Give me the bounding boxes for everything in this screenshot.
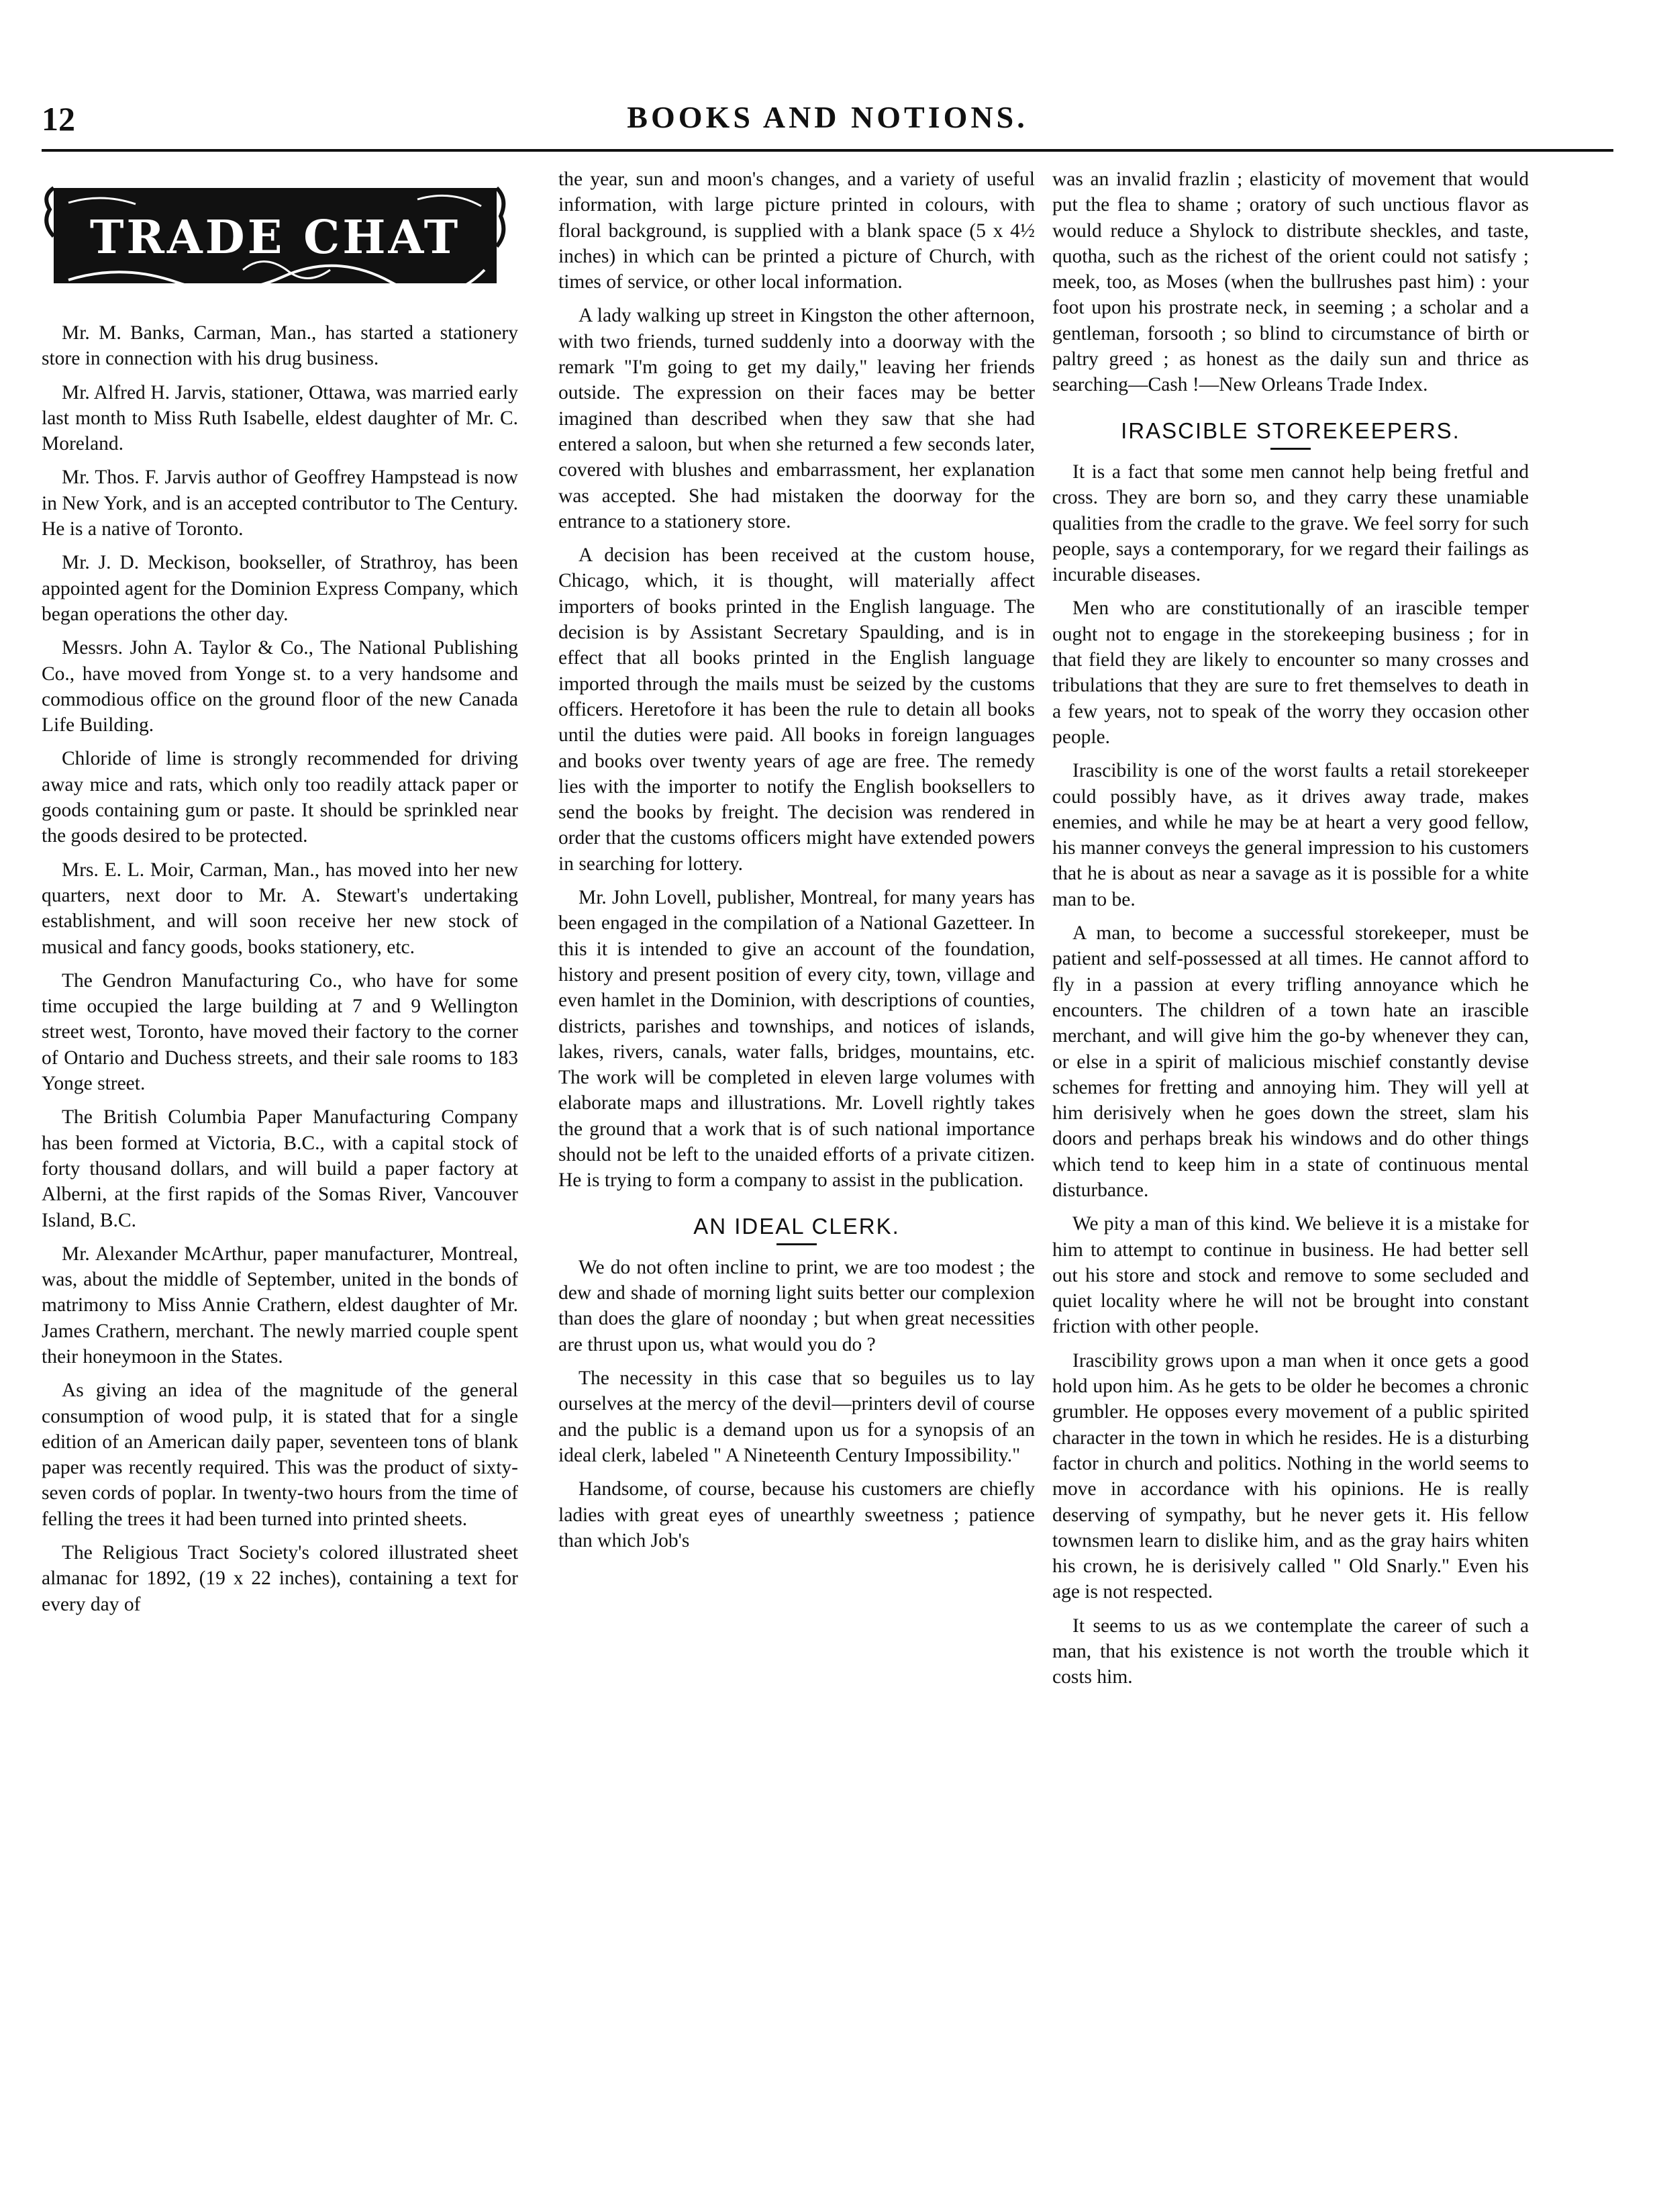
article-paragraph: A decision has been received at the custom house, Chicago, which, it is thought, will materially affect importers of books printed in the English language. The decision is by Assistant Secretary Spaulding, and is in effect that all books printed in the English language imported through the mails must be seized by the customs officers. Heretofore it has been the rule to detain all books until the duties were paid. All books in foreign languages and books over twenty years of age are free. The remedy lies with the importer to notify the English booksellers to send the books by freight. The decision was rendered in order that the customs officers might have extended powers in searching for lottery.	[558, 544, 1035, 875]
article-paragraph: Mrs. E. L. Moir, Carman, Man., has moved into her new quarters, next door to Mr. A. Stewart's undertaking establishment, and will soon receive her new stock of musical and fancy goods, books stationery, etc.	[42, 859, 518, 958]
article-paragraph: The necessity in this case that so beguiles us to lay ourselves at the mercy of the devil—printers devil of course and the public is a demand upon us for a synopsis of an ideal clerk, labeled " A Nineteenth Century Impossibility."	[558, 1367, 1035, 1466]
column-3-body-top	[1052, 166, 1529, 398]
article-paragraph: We pity a man of this kind. We believe it is a mistake for him to attempt to continue in business. He had better sell out his store and stock and remove to some secluded and quiet locality where he will not be brought into constant friction with other people.	[1052, 1213, 1529, 1338]
article-paragraph: A man, to become a successful storekeeper, must be patient and self-possessed at all times. He cannot afford to fly in a passion at every trifling annoyance which he encounters. The children of a town hate an irascible merchant, and will give him the go-by whenever they can, or else in a spirit of malicious mischief constantly devise schemes for fretting and annoying him. They will yell at him derisively when he goes down the street, slam his doors and perhaps break his windows and do other things which tend to keep him in a state of continuous mental disturbance.	[1052, 922, 1529, 1201]
trade-chat-banner	[42, 169, 508, 300]
page-number: 12	[42, 100, 75, 138]
article-paragraph: Mr. Thos. F. Jarvis author of Geoffrey Hampstead is now in New York, and is an accepted contributor to The Century. He is a native of Toronto.	[42, 467, 518, 540]
column-3-body-bottom	[1052, 459, 1529, 1690]
column-2	[558, 166, 1035, 1561]
article-paragraph: Mr. John Lovell, publisher, Montreal, for many years has been engaged in the compilation of a National Gazetteer. In this it is intended to give an account of the foundation, history and present position of every city, town, village and even hamlet in the Dominion, with descriptions of counties, districts, parishes and townships, and notices of islands, lakes, rivers, canals, water falls, bridges, mountains, etc. The work will be completed in eleven large volumes with elaborate maps and illustrations. Mr. Lovell rightly takes the ground that a work that is of such national importance should not be left to the unaided efforts of a private citizen. He is trying to form a company to assist in the publication.	[558, 887, 1035, 1192]
article-paragraph: We do not often incline to print, we are too modest ; the dew and shade of morning light suits better our complexion than does the glare of noonday ; but when great necessities are thrust upon us, what would you do ?	[558, 1256, 1035, 1355]
article-paragraph: Chloride of lime is strongly recommended for driving away mice and rats, which only too readily attack paper or goods containing gum or paste. It should be sprinkled near the goods desired to be protected.	[42, 748, 518, 847]
article-paragraph: Irascibility is one of the worst faults a retail storekeeper could possibly have, as it drives away trade, makes enemies, and while he may be at heart a very good fellow, his manner conveys the general impression to his customers that he is about as near a savage as it is possible for a white man to be.	[1052, 760, 1529, 910]
column-1	[42, 166, 518, 1625]
article-paragraph: Mr. J. D. Meckison, bookseller, of Strathroy, has been appointed agent for the Dominion Express Company, which began operations the other day.	[42, 552, 518, 625]
article-paragraph: was an invalid frazlin ; elasticity of movement that would put the flea to shame ; oratory of such unctious flavor as would reduce a Shylock to distribute sheckles, and taste, quotha, such as the richest of the orient could not satisfy ; meek, too, as Moses (when the bullrushes past him) : your foot upon his prostrate neck, in seeming ; a scholar and a gentleman, forsooth ; so blind to circumstance of birth or paltry greed ; as honest as the daily sun and thrice as searching—Cash !—New Orleans Trade Index.	[1052, 169, 1529, 396]
article-paragraph: The British Columbia Paper Manufacturing Company has been formed at Victoria, B.C., with a capital stock of forty thousand dollars, and will build a paper factory at Alberni, at the first rapids of the Somas River, Vancouver Island, B.C.	[42, 1106, 518, 1231]
trade-chat-banner-art	[42, 169, 508, 300]
article-paragraph: Handsome, of course, because his customers are chiefly ladies with great eyes of unearthly sweetness ; patience than which Job's	[558, 1478, 1035, 1551]
article-paragraph: Irascibility grows upon a man when it once gets a good hold upon him. As he gets to be older he becomes a chronic grumbler. He opposes every movement of a public spirited character in the town in which he resides. He is a disturbing factor in church and politics. Nothing in the world seems to move in accordance with his opinions. He is really deserving of sympathy, but he never gets it. His fellow townsmen learn to dislike him, and as the gray hairs whiten his crown, he is derisively called " Old Snarly." Even his age is not respected.	[1052, 1349, 1529, 1603]
column-2-body-top	[558, 166, 1035, 1194]
article-paragraph: Mr. M. Banks, Carman, Man., has started a stationery store in connection with his drug business.	[42, 322, 518, 370]
section-heading-ideal-clerk: AN IDEAL CLERK.	[693, 1213, 900, 1239]
article-paragraph: A lady walking up street in Kingston the other afternoon, with two friends, turned suddenly into a doorway with the remark "I'm going to get my daily," leaving her friends outside. The expression on their faces may be better imagined than described when they saw that she had entered a saloon, but when she returned a few seconds later, covered with blushes and embarrassment, her explanation was accepted. She had mistaken the doorway for the entrance to a stationery store.	[558, 305, 1035, 532]
article-paragraph: the year, sun and moon's changes, and a variety of useful information, with large picture printed in colours, with floral background, is supplied with a blank space (5 x 4½ inches) in which can be printed a picture of Church, with times of service, or other local information.	[558, 169, 1035, 293]
heading-rule	[1270, 448, 1311, 450]
article-paragraph: It seems to us as we contemplate the career of such a man, that his existence is not worth the trouble which it costs him.	[1052, 1615, 1529, 1688]
article-paragraph: Men who are constitutionally of an irascible temper ought not to engage in the storekeeping business ; for in that field they are likely to encounter so many crosses and tribulations that they are sure to fret themselves to death in a few years, not to speak of the worry they occasion other people.	[1052, 597, 1529, 748]
heading-rule	[776, 1243, 817, 1245]
article-paragraph: It is a fact that some men cannot help being fretful and cross. They are born so, and they carry these unamiable qualities from the cradle to the grave. We feel sorry for such people, says a contemporary, for we regard their failings as incurable diseases.	[1052, 461, 1529, 586]
article-paragraph: Mr. Alfred H. Jarvis, stationer, Ottawa, was married early last month to Miss Ruth Isabelle, eldest daughter of Mr. C. Moreland.	[42, 381, 518, 455]
article-paragraph: Mr. Alexander McArthur, paper manufacturer, Montreal, was, about the middle of September, united in the bonds of matrimony to Miss Annie Crathern, eldest daughter of Mr. James Crathern, merchant. The newly married couple spent their honeymoon in the States.	[42, 1243, 518, 1367]
column-3	[1052, 166, 1529, 1698]
article-paragraph: The Gendron Manufacturing Co., who have for some time occupied the large building at 7 and 9 Wellington street west, Toronto, have moved their factory to the corner of Ontario and Duchess streets, and their sale rooms to 183 Yonge street.	[42, 969, 518, 1095]
trade-chat-banner-text: TRADE CHAT	[89, 211, 461, 265]
header-rule	[42, 149, 1613, 152]
article-paragraph: The Religious Tract Society's colored illustrated sheet almanac for 1892, (19 x 22 inches), containing a text for every day of	[42, 1542, 518, 1615]
section-heading-irascible-storekeepers: IRASCIBLE STOREKEEPERS.	[1121, 418, 1460, 443]
column-2-body-bottom	[558, 1255, 1035, 1553]
column-1-body	[42, 320, 518, 1617]
article-paragraph: Messrs. John A. Taylor & Co., The National Publishing Co., have moved from Yonge st. to a very handsome and commodious office on the ground floor of the new Canada Life Building.	[42, 637, 518, 736]
article-paragraph: As giving an idea of the magnitude of the general consumption of wood pulp, it is stated that for a single edition of an American daily paper, seventeen tons of blank paper was recently required. This was the product of sixty-seven cords of poplar. In twenty-two hours from the time of felling the trees it had been turned into printed sheets.	[42, 1380, 518, 1530]
running-head: BOOKS AND NOTIONS.	[627, 100, 1028, 134]
